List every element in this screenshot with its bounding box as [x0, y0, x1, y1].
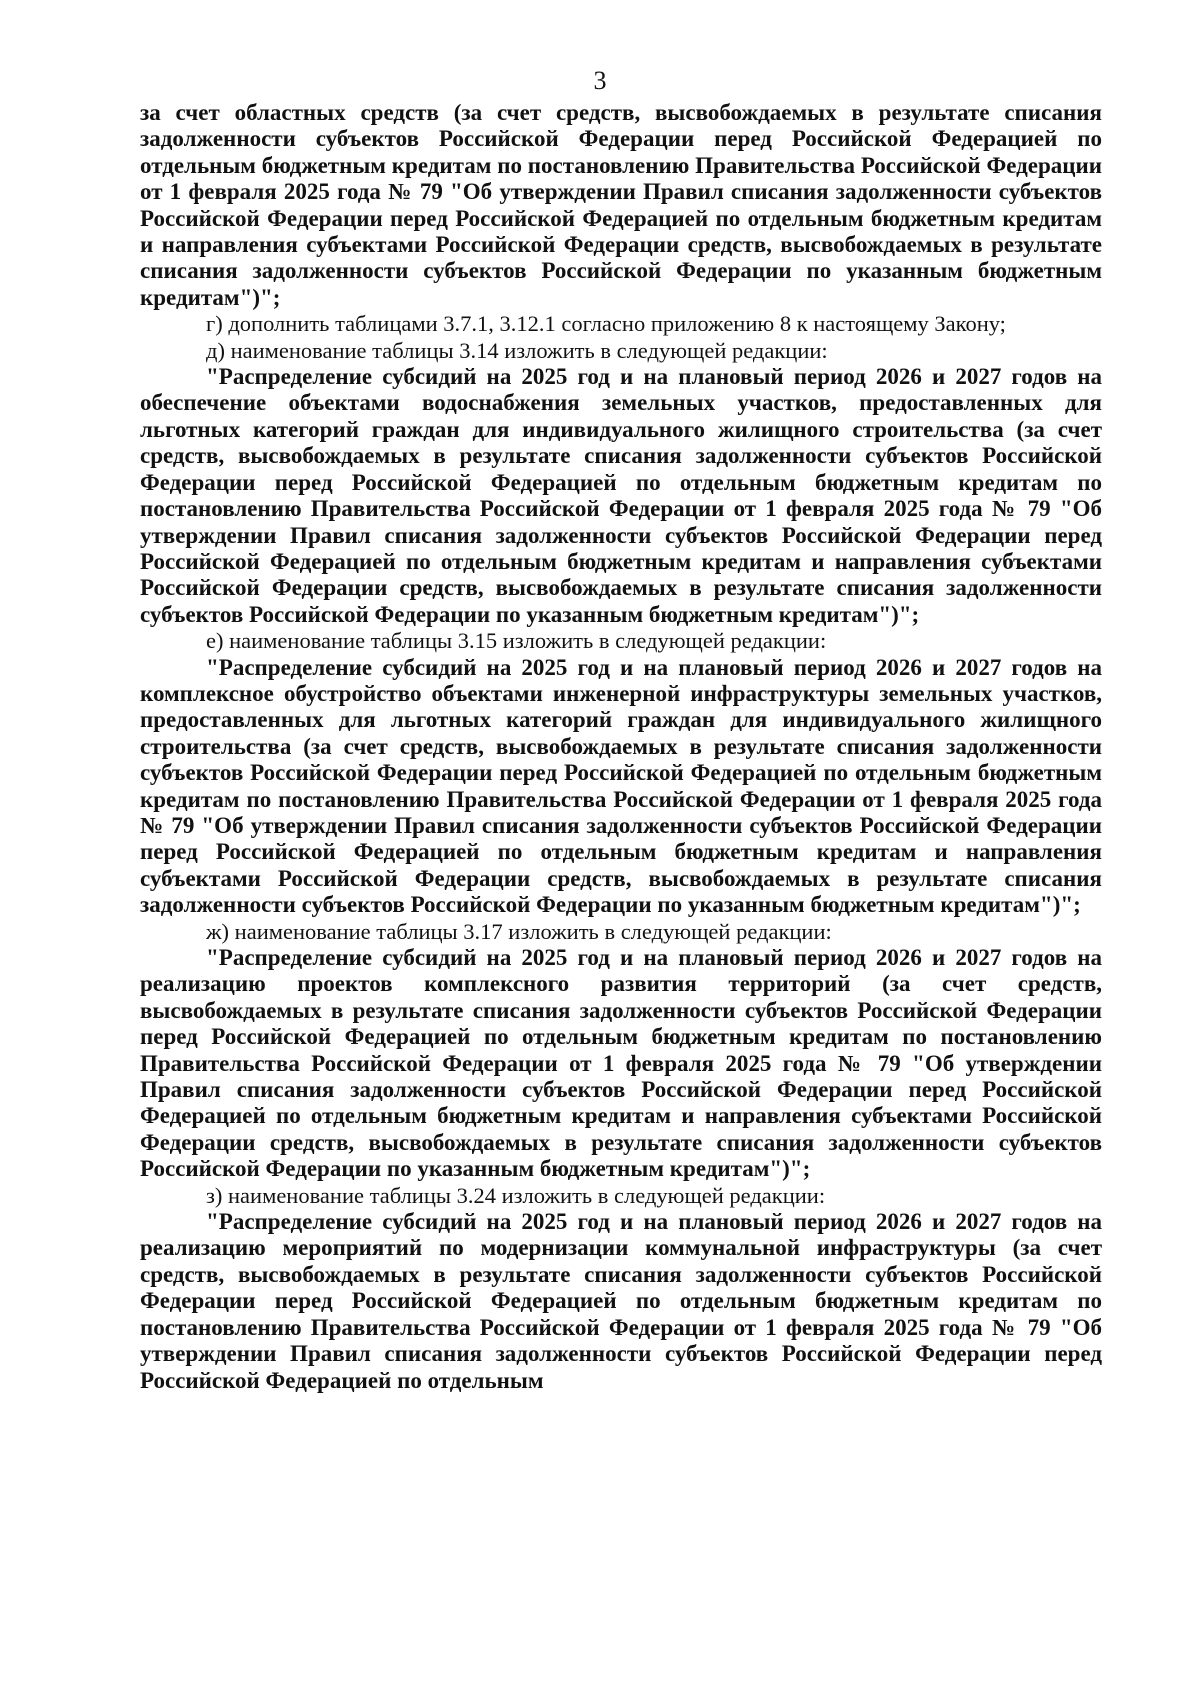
bold-paragraph-1: за счет областных средств (за счет средств, высвобождаемых в результате списания задолженности субъектов Российской Федерации перед Российской Федерацией по отдельным бюджетным кредитам по постановлению Правительства Российской Федерации от 1 февраля 2025 года № 79 "Об утверждении Правил списания задолженности субъектов Российской Федерации перед Российской Федерацией по отдельным бюджетным кредитам и направления субъектами Российской Федерации средств, высвобождаемых в результате списания задолженности субъектов Российской Федерации по указанным бюджетным кредитам")";: [140, 100, 1102, 310]
list-item-zh: ж) наименование таблицы 3.17 изложить в следующей редакции:: [206, 918, 832, 944]
bold-paragraph-table-3-14: "Распределение субсидий на 2025 год и на плановый период 2026 и 2027 годов на обеспечение объектами водоснабжения земельных участков, предоставленных для льготных категорий граждан для индивидуального жилищного строительства (за счет средств, высвобождаемых в результате списания задолженности субъектов Российской Федерации перед Российской Федерацией по отдельным бюджетным кредитам по постановлению Правительства Российской Федерации от 1 февраля 2025 года № 79 "Об утверждении Правил списания задолженности субъектов Российской Федерации перед Российской Федерацией по отдельным бюджетным кредитам и направления субъектами Российской Федерации средств, высвобождаемых в результате списания задолженности субъектов Российской Федерации по указанным бюджетным кредитам")";: [140, 364, 1102, 627]
list-item-e: е) наименование таблицы 3.15 изложить в следующей редакции:: [206, 628, 827, 654]
list-item-d: д) наименование таблицы 3.14 изложить в следующей редакции:: [206, 337, 828, 363]
document-body: [140, 100, 1102, 1394]
bold-paragraph-table-3-15: "Распределение субсидий на 2025 год и на плановый период 2026 и 2027 годов на комплексное обустройство объектами инженерной инфраструктуры земельных участков, предоставленных для льготных категорий граждан для индивидуального жилищного строительства (за счет средств, высвобождаемых в результате списания задолженности субъектов Российской Федерации перед Российской Федерацией по отдельным бюджетным кредитам по постановлению Правительства Российской Федерации от 1 февраля 2025 года № 79 "Об утверждении Правил списания задолженности субъектов Российской Федерации перед Российской Федерацией по отдельным бюджетным кредитам и направления субъектами Российской Федерации средств, высвобождаемых в результате списания задолженности субъектов Российской Федерации по указанным бюджетным кредитам")";: [140, 654, 1102, 918]
list-item-z: з) наименование таблицы 3.24 изложить в следующей редакции:: [206, 1182, 826, 1208]
page-number: 3: [593, 66, 607, 95]
bold-paragraph-table-3-17: "Распределение субсидий на 2025 год и на плановый период 2026 и 2027 годов на реализацию проектов комплексного развития территорий (за счет средств, высвобождаемых в результате списания задолженности субъектов Российской Федерации перед Российской Федерацией по отдельным бюджетным кредитам по постановлению Правительства Российской Федерации от 1 февраля 2025 года № 79 "Об утверждении Правил списания задолженности субъектов Российской Федерации перед Российской Федерацией по отдельным бюджетным кредитам и направления субъектами Российской Федерации средств, высвобождаемых в результате списания задолженности субъектов Российской Федерации по указанным бюджетным кредитам")";: [140, 945, 1102, 1182]
list-item-g: г) дополнить таблицами 3.7.1, 3.12.1 согласно приложению 8 к настоящему Закону;: [206, 311, 1006, 337]
bold-paragraph-table-3-24: "Распределение субсидий на 2025 год и на плановый период 2026 и 2027 годов на реализацию мероприятий по модернизации коммунальной инфраструктуры (за счет средств, высвобождаемых в результате списания задолженности субъектов Российской Федерации перед Российской Федерацией по отдельным бюджетным кредитам по постановлению Правительства Российской Федерации от 1 февраля 2025 года № 79 "Об утверждении Правил списания задолженности субъектов Российской Федерации перед Российской Федерацией по отдельным: [140, 1209, 1102, 1393]
